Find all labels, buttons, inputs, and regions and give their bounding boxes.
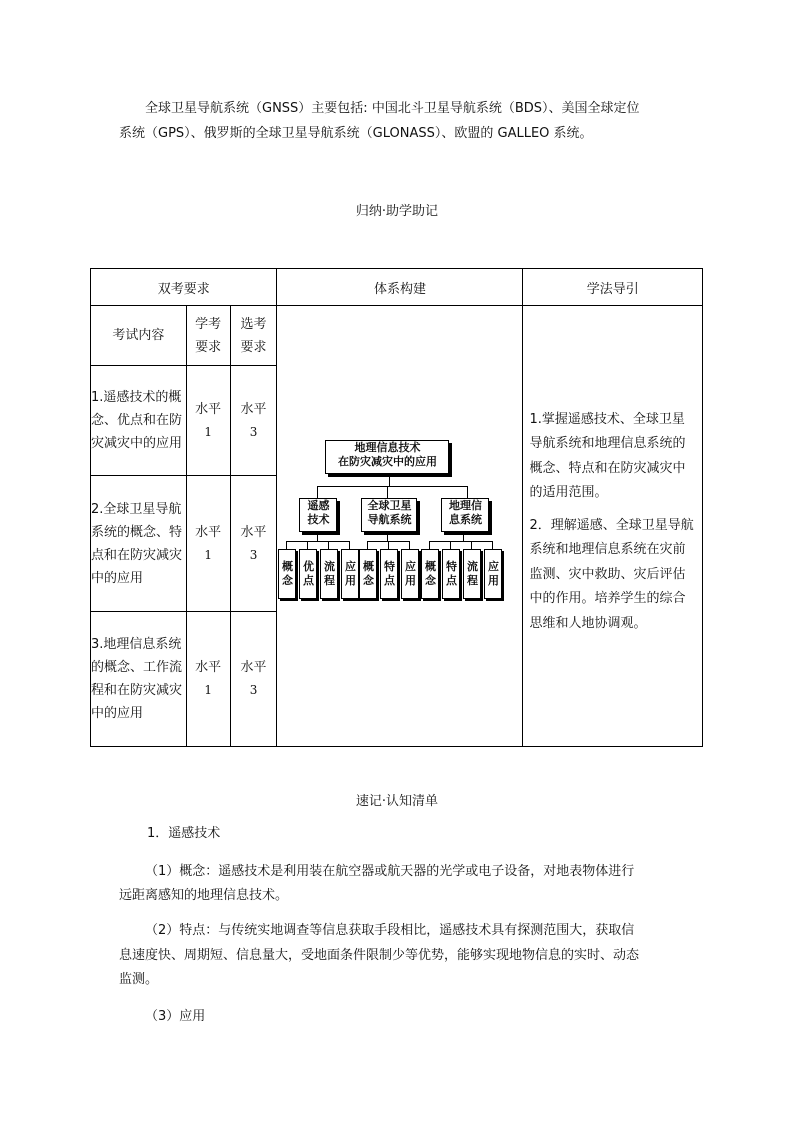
diagram-branch-gis: 地理信 息系统 [441, 498, 489, 532]
table-row-content: 3.地理信息系统的概念、工作流程和在防灾减灾中的应用 [91, 611, 187, 746]
leaf-gis-application: 应用 [484, 549, 502, 599]
leaf-gnss-concept: 概念 [359, 549, 377, 599]
section-title-notes: 速记·认知清单 [355, 794, 439, 809]
table-row-xuankao: 水平 3 [230, 611, 277, 746]
leaf-gis-process: 流程 [463, 549, 481, 599]
subheader-exam-content: 考试内容 [91, 306, 187, 366]
diagram-branch-remote-sensing: 遥感 技术 [299, 498, 337, 532]
leaf-gnss-application: 应用 [401, 549, 419, 599]
requirements-table [90, 268, 703, 747]
header-exam-requirements: 双考要求 [91, 269, 277, 306]
notes-feature-line-1: （2）特点：与传统实地调查等信息获取手段相比，遥感技术具有探测范围大，获取信 [145, 923, 635, 938]
notes-concept-line-1: （1）概念：遥感技术是利用装在航空器或航天器的光学或电子设备，对地表物体进行 [145, 864, 635, 879]
leaf-rs-concept: 概念 [278, 549, 296, 599]
table-row-xuankao: 水平 3 [230, 366, 277, 476]
notes-feature-line-3: 监测。 [119, 972, 159, 987]
leaf-rs-process: 流程 [320, 549, 338, 599]
leaf-rs-advantage: 优点 [299, 549, 317, 599]
table-row-xuekao: 水平 1 [186, 611, 230, 746]
subheader-xuekao: 学考 要求 [186, 306, 230, 366]
notes-concept-line-2: 远距离感知的地理信息技术。 [119, 888, 289, 903]
leaf-gis-feature: 特点 [442, 549, 460, 599]
header-system-construction: 体系构建 [277, 269, 523, 306]
diagram-branch-gnss: 全球卫星 导航系统 [361, 498, 417, 532]
intro-line-1: 全球卫星导航系统（GNSS）主要包括: 中国北斗卫星导航系统（BDS）、美国全球定位 [145, 101, 640, 116]
header-study-guide: 学法导引 [523, 269, 703, 306]
table-row-xuekao: 水平 1 [186, 366, 230, 476]
section-title-summary: 归纳·助学助记 [355, 204, 439, 219]
table-row-content: 2.全球卫星导航系统的概念、特点和在防灾减灾中的应用 [91, 476, 187, 611]
notes-application-heading: （3）应用 [145, 1009, 206, 1024]
system-diagram [277, 306, 522, 746]
table-row-content: 1.遥感技术的概念、优点和在防灾减灾中的应用 [91, 366, 187, 476]
leaf-rs-application: 应用 [341, 549, 359, 599]
diagram-root: 地理信息技术 在防灾减灾中的应用 [325, 440, 449, 474]
subheader-xuankao: 选考 要求 [230, 306, 277, 366]
system-diagram-cell [277, 306, 523, 747]
table-row-xuekao: 水平 1 [186, 476, 230, 611]
intro-line-2: 系统（GPS）、俄罗斯的全球卫星导航系统（GLONASS）、欧盟的 GALLEO 系统。 [119, 126, 593, 141]
guide-point-1: 1.掌握遥感技术、全球卫星导航系统和地理信息系统的概念、特点和在防灾减灾中的适用范围。 [529, 411, 686, 501]
table-row-xuankao: 水平 3 [230, 476, 277, 611]
notes-heading-remote-sensing: 1．遥感技术 [147, 826, 221, 841]
study-guide-cell [523, 306, 703, 747]
leaf-gnss-feature: 特点 [380, 549, 398, 599]
leaf-gis-concept: 概念 [421, 549, 439, 599]
guide-point-2: 2．理解遥感、全球卫星导航系统和地理信息系统在灾前监测、灾中救助、灾后评估中的作用。培养学生的综合思维和人地协调观。 [529, 517, 694, 631]
notes-feature-line-2: 息速度快、周期短、信息量大，受地面条件限制少等优势，能够实现地物信息的实时、动态 [119, 948, 640, 963]
